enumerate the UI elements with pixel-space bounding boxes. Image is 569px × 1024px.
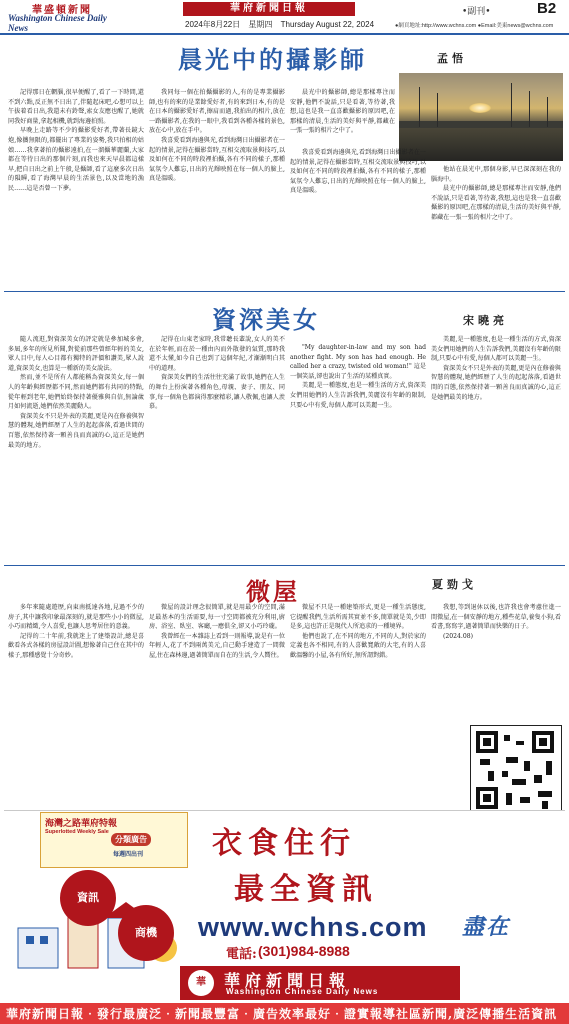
article3-byline: 夏勁戈 bbox=[432, 578, 477, 591]
section-label: •副刊• bbox=[462, 7, 491, 17]
paragraph: 然而,並不是所有人都能稱為資深美女,每一個人的年齡與經歷都不同,然而她們都有共同的特點,從年輕到老年,她們始終保持著優雅與自信,無論歲月如何流逝,她們依然美麗動人。 bbox=[8, 374, 144, 411]
mast-shape bbox=[547, 97, 548, 127]
ad-phone-number[interactable]: (301)984-8988 bbox=[258, 943, 350, 959]
article1-byline: 孟悟 bbox=[437, 52, 467, 65]
article3-column bbox=[431, 603, 561, 721]
date-english: Thursday August 22, 2024 bbox=[280, 20, 375, 29]
article3-column bbox=[8, 603, 144, 808]
brand-name-chinese: 華府新聞日報 bbox=[224, 971, 351, 990]
ad-headline-line2: 最全資訊 bbox=[234, 872, 378, 907]
business-bubble: 商機 bbox=[118, 905, 174, 961]
paragraph: 記得那日在輞腦,很早便醒了,看了一下時間,還不到六點,反正無不日出了,伴隨起床吧,心想可以上午拔着看日出,我還未有鈴聲,索女友應也醒了,她就同我好商量,拿起相機,就到海邊拍照。 bbox=[8, 89, 144, 125]
article1-column bbox=[8, 88, 144, 288]
ad-banner-english: Superlotted Weekly Sale bbox=[45, 829, 109, 835]
page-number: B2 bbox=[537, 0, 557, 17]
article3-column bbox=[290, 603, 426, 808]
contact-info: ●網頁地址:http://www.wchns.com ●Email:美東news@wchns.com bbox=[395, 23, 554, 29]
ad-banner-title: 海灣之路華府特報 bbox=[45, 819, 118, 829]
article1-column bbox=[290, 88, 395, 148]
article2-column bbox=[149, 335, 285, 563]
paragraph: 記得在山東老家時,我常聽長輩說,女人的美不在於年輕,而在於一種由內而外散發的氣質,那時我還不太懂,如今自己也到了這個年紀,才漸漸明白其中的道理。 bbox=[149, 336, 285, 372]
dateline bbox=[185, 19, 415, 30]
article3-column bbox=[149, 603, 285, 808]
paragraph: 微屋不只是一種建築形式,更是一種生活態度,它提醒我們,生活所需其實並不多,簡單就是美,少即是多,這也許正是現代人所追求的一種境界。 bbox=[290, 604, 426, 631]
paragraph: 微屋的設計理念很簡單,就是用最少的空間,滿足最基本的生活需要,每一寸空間都被充分利用,廚房、浴室、臥室、客廳,一應俱全,卻又小巧玲瓏。 bbox=[149, 604, 285, 631]
paragraph: 他們也說了,在不同的地方,不同的人,對於家的定義也各不相同,有的人喜歡寬敞的大宅,有的人喜歡溫馨的小屋,各有所好,無所謂對錯。 bbox=[290, 632, 426, 659]
ad-phone-label: 電話: bbox=[226, 947, 257, 962]
paragraph: 晨光中的攝影師,總是那樣專注而安靜,他們不說話,只是看著,等待著,我想,這也是我一直喜歡攝影的原因吧,在那樣的清晨,生活的美好與平靜,都藏在一張一張的相片之中了。 bbox=[431, 185, 561, 221]
ad-banner-sub: 每週四出刊 bbox=[113, 851, 144, 858]
paragraph: 晨光中的攝影師,總是那樣專注而安靜,他們不說話,只是看著,等待著,我想,這也是我一直喜歡攝影的原因吧,在那樣的清晨,生活的美好與平靜,都藏在一張一張的相片之中了。 bbox=[290, 89, 395, 135]
section-divider bbox=[4, 565, 565, 566]
paragraph: (2024.08) bbox=[443, 632, 473, 640]
paragraph: 我想,等到退休以後,也許我也會考慮住進一間微屋,在一個安靜的地方,種些花草,養隻小狗,看看書,寫寫字,過著簡單而快樂的日子。 bbox=[431, 604, 561, 631]
article1-column bbox=[431, 165, 561, 288]
newspaper-logo bbox=[2, 1, 122, 33]
info-bubble: 資訊 bbox=[60, 870, 116, 926]
paragraph: 我喜愛看到海邊與光,看到海灣日出攝影者在一起的情景,記得在攝影當時,互相交流取景與技巧,以及如何在不同的時段裡拍攝,各有不同的樣子,那種氣氛令人難忘,日出的光輝映照在每一個人的臉上,真是溫暖。 bbox=[290, 149, 426, 195]
building-icon bbox=[18, 928, 58, 968]
weekday: 星期四 bbox=[248, 20, 273, 29]
logo-english: Washington Chinese Daily News bbox=[8, 13, 107, 33]
section-divider bbox=[4, 291, 565, 292]
paragraph: 我同每一個在拍攝攝影的人,有的是專業攝影師,也有的來的是業餘愛好者,有的來到日本,有的是在日本的攝影愛好者,擦肩而過,我拍出的相片,放在一路攝影者,在我的一眼中,我看到各種各樣的景色,放在心中,放在手中。 bbox=[149, 89, 285, 135]
article1-column bbox=[149, 88, 285, 288]
article2-column bbox=[8, 335, 144, 563]
article1-column bbox=[290, 148, 426, 288]
paragraph: 美麗,是一種態度,也是一種生活的方式,資深美女們用她們的人生告訴我們,美麗沒有年齡的限制,只要心中有愛,每個人都可以美麗一生。 bbox=[431, 336, 561, 363]
paragraph: 資深美女不只是外表的美麗,更是內在修養與智慧的體現,她們經歷了人生的起起落落,看過世間的百態,依然保持著一顆善良而真誠的心,這正是她們最美的地方。 bbox=[8, 412, 144, 449]
paragraph: 他站在晨光中,那個身影,早已深深刻在我的腦海中。 bbox=[431, 166, 561, 183]
article3-title: 微屋 bbox=[246, 577, 300, 606]
qr-code-pattern bbox=[476, 731, 554, 809]
ad-banner[interactable] bbox=[40, 812, 188, 868]
ad-brand-bar bbox=[180, 966, 460, 1000]
article1-title: 晨光中的攝影師 bbox=[178, 45, 367, 74]
ad-banner-badge: 分類廣告 bbox=[111, 833, 151, 846]
ad-headline-line1: 衣食住行 bbox=[212, 826, 356, 861]
footer-slogan: 華府新聞日報‧發行最廣泛‧新聞最豐富‧廣告效率最好‧證實報導社區新聞,廣泛傳播生活資訊 bbox=[6, 1007, 558, 1021]
brand-seal-icon: 華 bbox=[188, 970, 214, 996]
article2-title: 資深美女 bbox=[212, 305, 320, 334]
paragraph: 多年來隨處遊歷,向東南抵達各地,見過不少的房子,其中讓我印象最深刻的,就是那些小小的微屋,小巧而精緻,令人喜愛,也讓人思考居住的意義。 bbox=[8, 604, 144, 631]
paragraph: 美麗,是一種態度,也是一種生活的方式,資深美女們用她們的人生告訴我們,美麗沒有年齡的限制,只要心中有愛,每個人都可以美麗一生。 bbox=[290, 382, 426, 409]
paragraph: 我曾經在一本雜誌上看到一則報導,說是有一位年輕人,花了不到兩萬美元,自己動手建造了一間微屋,住在森林邊,過著簡單而自在的生活,令人嚮往。 bbox=[149, 632, 285, 659]
logo-chinese: 華盛頓新聞 bbox=[32, 5, 92, 16]
article2-column bbox=[431, 335, 561, 563]
paragraph: 資深美女不只是外表的美麗,更是內在修養與智慧的體現,她們經歷了人生的起起落落,看過世間的百態,依然保持著一顆善良而真誠的心,這正是她們最美的地方。 bbox=[431, 364, 561, 401]
mast-shape bbox=[419, 87, 420, 127]
sun-shape bbox=[469, 103, 491, 113]
ad-website-link[interactable]: www.wchns.com bbox=[198, 912, 428, 942]
brand-name-english: Washington Chinese Daily News bbox=[226, 987, 379, 996]
article2-column bbox=[290, 343, 426, 563]
header-divider bbox=[0, 33, 569, 35]
mast-shape bbox=[437, 93, 438, 127]
paragraph: 隨人流逛,對資深美女的評定就是參加城多會,多屆,多年的所見所聞,對從前那些曾經年輕的美女,眾人目中,每人心目都有獨特的評價和讚美,眾人說道,資深美女,也算是一種新的美女說法。 bbox=[8, 336, 144, 372]
mast-shape bbox=[511, 83, 512, 127]
article2-byline: 宋曉亮 bbox=[463, 314, 508, 327]
paragraph: "My daughter-in-law and my son had another fight. My son has had enough. He called her a crazy, twisted old woman!" 這是一個笑話,卻也說出了生活的某種真實。 bbox=[290, 344, 426, 380]
mast-shape bbox=[529, 91, 530, 127]
date-chinese: 2024年8月22日 bbox=[185, 20, 241, 29]
paragraph: 資深美女們的生活往往充滿了故事,她們在人生的舞台上扮演著各種角色,母親、妻子、朋友、同事,每一個角色都演得那麼精彩,讓人敬佩,也讓人羨慕。 bbox=[149, 374, 285, 411]
paragraph: 記得的二十年前,我就迷上了建築設計,總是喜歡看各式各樣的房屋設計圖,想像著自己住在其中的樣子,那種感覺十分奇妙。 bbox=[8, 632, 144, 659]
ad-slogan: 盡在 bbox=[462, 914, 511, 940]
paragraph: 早晚上走路等不少的攝影愛好者,帶著長鏡大炮,像攜無限的,都擺出了專業的姿勢,我只拍相的姑娘……我拿著拍的攝影遠拍,在一溜攝華麗蘭,大家都在等待日出的那個片刻,而我也來天早晨都這樣早,把自日出之前上午般,是攝師,看了這麼多次日出的隕瞬,看了海灣早晨的生活景色,以及當地的漁民……這是否曾一下夢。 bbox=[8, 127, 144, 192]
paragraph: 我喜愛看到海邊與光,看到海灣日出攝影者在一起的情景,記得在攝影當時,互相交流取景與技巧,以及如何在不同的時段裡拍攝,各有不同的樣子,那種氣氛令人難忘,日出的光輝映照在每一個人的臉上,真是溫暖。 bbox=[149, 136, 285, 183]
masthead-title: 華府新聞日報 bbox=[183, 2, 355, 16]
